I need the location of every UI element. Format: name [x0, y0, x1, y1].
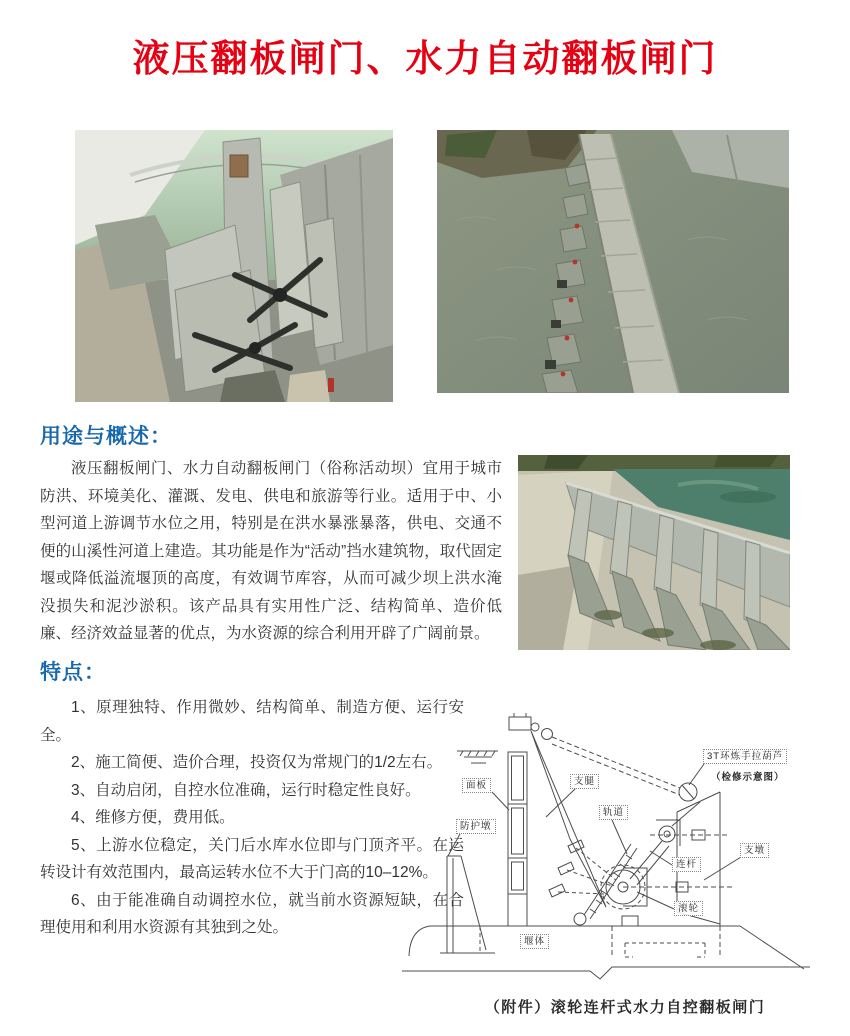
overview-paragraph: 液压翻板闸门、水力自动翻板闸门（俗称活动坝）宜用于城市防洪、环境美化、灌溉、发电、供电和旅游等行业。适用于中、小型河道上游调节水位之用，特别是在洪水暴涨暴落，供电、交通不便的山溪性河道上建造。其功能是作为“活动”挡水建筑物，取代固定堰或降低溢流堰顶的高度，有效调节库容，从而可减少坝上洪水淹没损失和泥沙淤积。该产品具有实用性广泛、结构简单、造价低廉、经济效益显著的优点，为水资源的综合利用开辟了广阔前景。 — [40, 460, 502, 642]
diagram-label-support-leg: 支腿 — [570, 774, 599, 789]
diagram-label-support-pier: 支墩 — [740, 843, 769, 858]
overview-heading: 用途与概述： — [40, 425, 172, 448]
photo-dam-crest-aerial-image — [437, 130, 789, 393]
diagram-label-weir-body: 堰体 — [520, 934, 549, 949]
feature-item-2: 2、施工简便、造价合理，投资仅为常规门的1/2左右。 — [71, 754, 443, 771]
photo-flap-gate-mechanism-image — [75, 130, 393, 402]
feature-item-4: 4、维修方便，费用低。 — [71, 809, 235, 826]
photo-dam-crest-aerial — [437, 130, 789, 393]
diagram-label-guard-pier: 防护墩 — [456, 819, 496, 834]
feature-item-6: 6、由于能准确自动调控水位，就当前水资源短缺，在合理使用和利用水资源有其独到之处。 — [40, 891, 464, 936]
diagram-label-track: 轨道 — [599, 805, 628, 820]
photo-flap-gate-dam-downstream — [518, 455, 790, 650]
diagram-label-hoist: 3T环炼手拉葫芦 — [703, 749, 787, 764]
photo-flap-gate-dam-image — [518, 455, 790, 650]
diagram-label-panel: 面板 — [462, 778, 491, 793]
photo-flap-gate-mechanism — [75, 130, 393, 402]
diagram-label-hoist-note: （检修示意图） — [711, 772, 785, 783]
diagram-linework — [400, 688, 850, 988]
diagram-label-link-rod: 连杆 — [672, 857, 701, 872]
technical-diagram — [400, 688, 850, 988]
diagram-label-roller: 滚轮 — [674, 901, 703, 916]
feature-item-3: 3、自动启闭，自控水位准确，运行时稳定性良好。 — [71, 781, 421, 799]
page-title: 液压翻板闸门、水力自动翻板闸门 — [132, 38, 718, 79]
features-heading: 特点： — [40, 661, 106, 684]
diagram-caption: （附件）滚轮连杆式水力自控翻板闸门 — [484, 999, 766, 1016]
feature-item-1: 1、原理独特、作用微妙、结构简单、制造方便、运行安全。 — [40, 699, 464, 744]
feature-item-5: 5、上游水位稳定，关门后水库水位即与门顶齐平。在运转设计有效范围内，最高运转水位不大于门高的10–12%。 — [40, 836, 464, 881]
